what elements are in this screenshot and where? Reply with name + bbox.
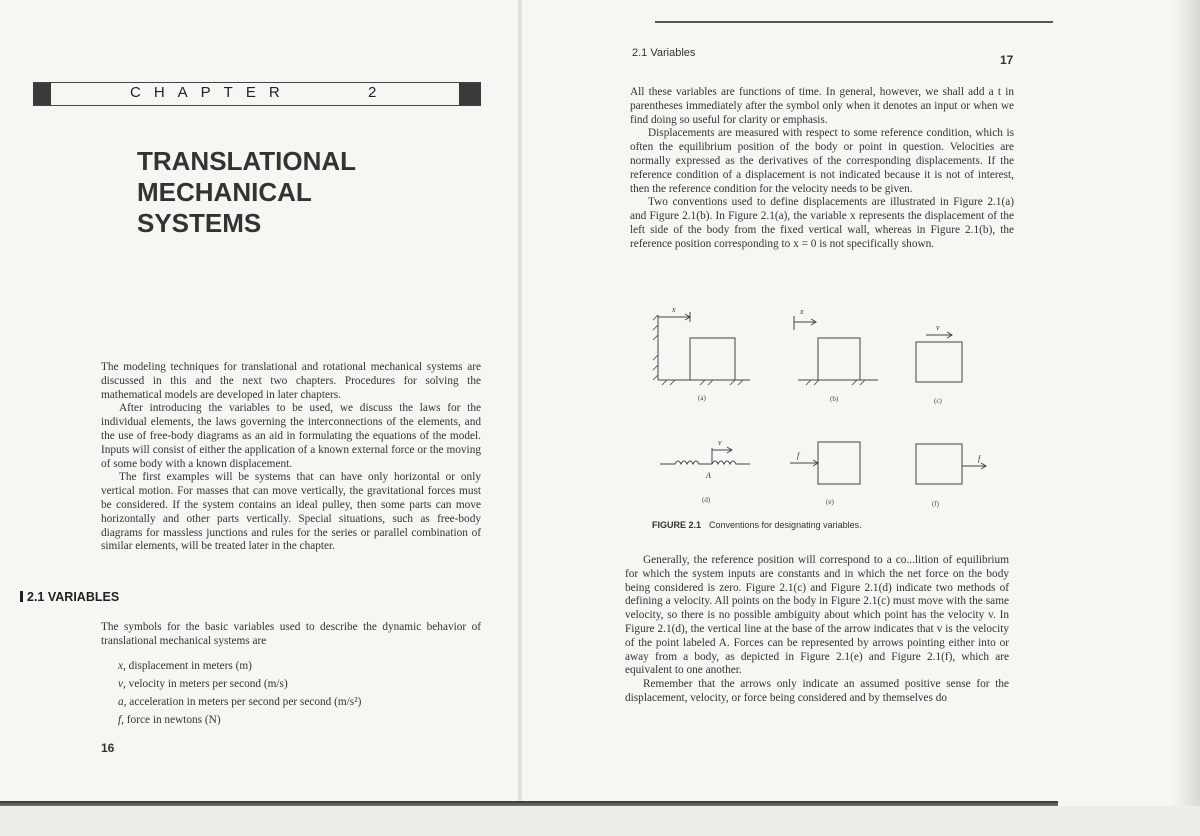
variable-description: , acceleration in meters per second per second (m/s²) [123,696,362,708]
chapter-title-line: MECHANICAL [137,177,312,207]
figure-label: FIGURE 2.1 [652,520,702,530]
mass-block [916,342,962,382]
intro-text [101,361,481,554]
figure-2-1 [640,300,1040,525]
variable-symbol: f [118,714,122,726]
figure-caption-text: Conventions for designating variables. [709,520,862,530]
intro-paragraph: The first examples will be systems that can have only horizontal or only vertical motion. For masses that can move vertically, the gravitational forces must be considered. If the system contains an ideal pulley, then some parts can move horizontally and other parts vertically. Special situations, such as free-body diagrams for massless junctions and rules for the series or parallel combination of similar elements, will be treated later in the chapter. [101,471,481,553]
figure-diagrams [640,300,1040,525]
intro-paragraph: The modeling techniques for translational and rotational mechanical systems are discussed in this and the next two chapters. Procedures for solving the mathematical models are developed in later chapters. [101,361,481,401]
bottom-rule [0,801,1058,806]
ground-hatch [662,380,743,385]
section-intro [101,621,481,649]
running-head: 2.1 Variables [632,47,696,59]
mass-block [818,442,860,484]
section-marker [20,591,23,602]
body-paragraph: Two conventions used to define displacements are illustrated in Figure 2.1(a) and Figure 2.1(b). In Figure 2.1(a), the variable x represents the displacement of the left side of the body from the fixed vertical wall, whereas in Figure 2.1(b), the reference position corresponding to x = 0 is not specifically shown. [630,196,1014,250]
page-edge-shadow [1172,0,1200,836]
mass-block [690,338,735,380]
variable-symbol: a [118,696,124,708]
page-gutter [518,0,522,836]
chapter-bar-right-block [459,83,481,105]
page-number-left: 16 [101,741,115,755]
variable-list [118,657,361,729]
wall-hatch [653,315,658,380]
variable-symbol: v [118,678,124,690]
chapter-title-line: TRANSLATIONAL [137,146,357,176]
panel-label-a: (a) [698,394,706,402]
variable-symbol: x [118,660,124,672]
chapter-title-line: SYSTEMS [137,208,262,238]
spring-right [712,461,750,464]
body-paragraph: All these variables are functions of time. In general, however, we shall add a t in parentheses immediately after the symbol only when it denotes an input or when we find doing so useful for clarity or emphasis. [630,86,1014,126]
top-rule [655,21,1053,23]
chapter-label: CHAPTER [130,84,293,101]
v-symbol: v [718,438,722,447]
chapter-number: 2 [368,84,377,101]
section-heading [20,590,119,604]
list-item [118,657,361,675]
mass-block [818,338,860,380]
spring-left [660,461,712,464]
panel-label-e: (e) [826,498,834,506]
list-item [118,675,361,693]
page-number-right: 17 [1000,53,1014,67]
f-symbol: f [978,454,981,463]
variable-description: , displacement in meters (m) [123,660,252,672]
body-text-bottom [625,554,1009,706]
figure-caption [652,520,862,530]
list-item [118,711,361,729]
scan-margin [0,806,1200,836]
panel-label-b: (b) [830,395,839,403]
variable-description: , velocity in meters per second (m/s) [123,678,288,690]
x-symbol: x [672,305,676,314]
body-paragraph: Generally, the reference position will correspond to a co...lition of equilibrium for which the system inputs are constants and in which the net force on the body being considered is zero. Figure 2.1(c) and Figure 2.1(d) indicate two methods of defining a velocity. All points on the body in Figure 2.1(c) must move with the same velocity, so there is no possible ambiguity about which point has the velocity v. In Figure 2.1(d), the vertical line at the base of the arrow indicates that v is the velocity of the point labeled A. Forces can be represented by arrows pointing either into or away from a body, as depicted in Figure 2.1(e) and Figure 2.1(f), which are equivalent to one another. [625,554,1009,677]
panel-label-d: (d) [702,496,711,504]
panel-label-f: (f) [932,500,939,508]
body-paragraph: Displacements are measured with respect to some reference condition, which is often the equilibrium position of the body or point in question. Velocities are normally expressed as the derivatives of the corresponding displacements. If the reference condition of a displacement is not indicated because it is not of interest, then the reference condition for the velocity needs to be given. [630,127,1014,195]
chapter-bar-left-block [33,83,51,105]
v-symbol: v [936,323,940,332]
x-symbol: x [800,307,804,316]
chapter-title [137,146,467,239]
point-a-label: A [706,471,711,480]
intro-paragraph: After introducing the variables to be used, we discuss the laws for the individual elements, the laws governing the interconnections of the elements, and the use of free-body diagrams as an aid in formulating the equations of the model. Inputs will consist of either the application of a known external force or the moving of some body with a known displacement. [101,402,481,470]
list-item [118,693,361,711]
f-symbol: f [797,451,800,460]
body-text-top [630,86,1014,252]
mass-block [916,444,962,484]
section-heading-text: 2.1 VARIABLES [27,590,120,604]
panel-label-c: (c) [934,397,942,405]
section-intro-paragraph: The symbols for the basic variables used to describe the dynamic behavior of translational mechanical systems are [101,621,481,647]
body-paragraph: Remember that the arrows only indicate an assumed positive sense for the displacement, velocity, or force being considered and by themselves do [625,678,1009,704]
variable-description: , force in newtons (N) [121,714,221,726]
